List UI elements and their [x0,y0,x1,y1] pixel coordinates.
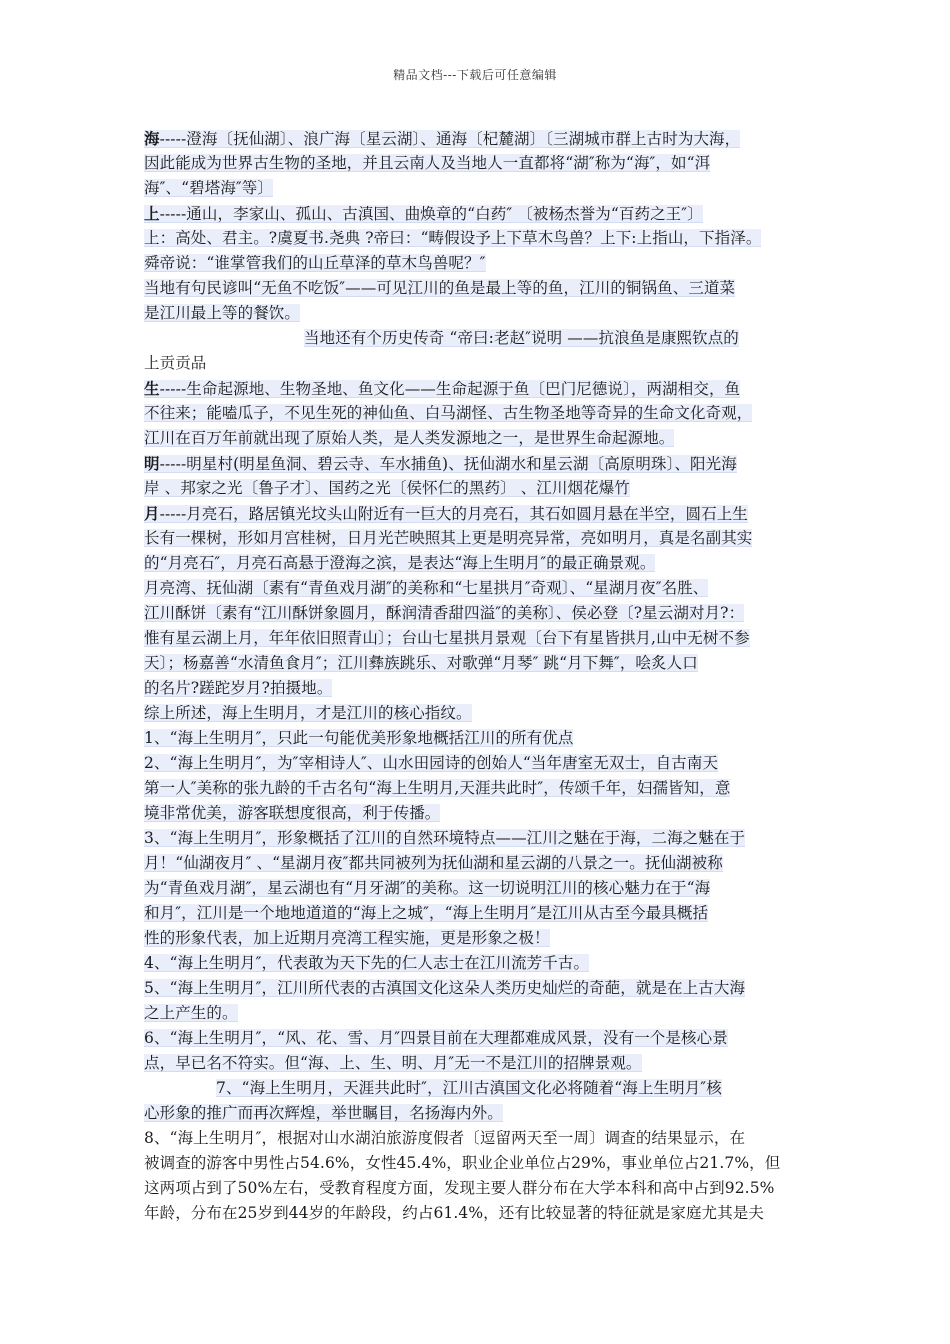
text-line-content [144,380,740,398]
text-line [144,926,816,951]
text-line-content [144,929,550,947]
text-line-content [144,554,655,572]
line-text: 因此能成为世界古生物的圣地，并且云南人及当地人一直都将“湖″称为“海″，如“洱 [144,154,711,172]
text-line [144,526,816,551]
text-line [144,551,816,576]
text-line [144,976,816,1001]
text-line [144,1201,816,1226]
line-text: 4、“海上生明月″，代表敢为天下先的仁人志士在江川流芳千古。 [144,954,590,972]
line-text: -----月亮石，路居镇光坟头山附近有一巨大的月亮石，其石如圆月悬在半空，圆石上生 [159,505,748,523]
text-line [144,1151,816,1176]
text-line-content [144,505,748,523]
line-text: 的“月亮石″，月亮石高悬于澄海之滨，是表达“海上生明月″的最正确景观。 [144,554,656,572]
text-line-content [144,205,703,223]
line-text: -----通山，李家山、孤山、古滇国、曲焕章的“白药″ 〔被杨杰誉为“百药之王″〕 [159,205,703,223]
line-text: 上：高处、君主。?虞夏书.尧典 ?帝曰：“畴假设予上下草木鸟兽？上下:上指山，下指泽。 [144,229,762,247]
text-line [144,151,816,176]
text-line-content [304,329,739,347]
text-line-content [144,1029,728,1047]
text-line-content [144,704,472,722]
text-line [144,351,816,376]
text-line-content [144,154,710,172]
text-line [144,801,816,826]
line-text: 3、“海上生明月″，形象概括了江川的自然环境特点——江川之魅在于海，二海之魅在于 [144,829,746,847]
text-line-content [144,1104,503,1122]
text-line [144,276,816,301]
text-line [144,1176,816,1201]
text-line-content [144,404,752,422]
text-line-content [144,754,718,772]
text-line [144,1001,816,1026]
section-head-char: 月 [144,504,160,523]
text-line [144,751,816,776]
line-text: 长有一棵树，形如月宫桂树，日月光芒映照其上更是明亮异常，亮如明月，真是名副其实 [144,529,753,547]
line-text: 境非常优美，游客联想度很高，利于传播。 [144,804,441,822]
line-text: 海″、“碧塔海″等〕 [144,179,274,197]
line-text: 综上所述，海上生明月，才是江川的核心指纹。 [144,704,472,722]
line-text: 6、“海上生明月″，“风、花、雪、月″四景目前在大理都难成风景，没有一个是核心景 [144,1029,728,1047]
text-line-content [144,354,206,372]
text-line-content [144,1054,642,1072]
text-line [144,701,816,726]
text-line [144,1101,816,1126]
text-line-content [144,954,589,972]
page-header: 精品文档---下载后可任意编辑 [393,68,557,82]
line-text: 8、“海上生明月″，根据对山水湖泊旅游度假者〔逗留两天至一周〕调查的结果显示，在 [144,1129,746,1147]
text-line-content [144,779,730,797]
line-text: 为“青鱼戏月湖″，星云湖也有“月牙湖″的美称。这一切说明江川的核心魅力在于“海 [144,879,711,897]
line-text: -----澄海〔抚仙湖〕、浪广海〔星云湖〕、通海〔杞麓湖〕〔三湖城市群上古时为大海， [159,130,741,148]
line-text: 点，早已名不符实。但“海、上、生、明、月″无一不是江川的招牌景观。 [144,1054,642,1072]
text-line [144,876,816,901]
text-line-content [144,455,737,473]
text-line-content [144,479,630,497]
text-line-content [216,1079,722,1097]
line-text: 不往来；能嗑瓜子，不见生死的神仙鱼、白马湖怪、古生物圣地等奇异的生命文化奇观， [144,404,753,422]
text-line [144,651,816,676]
text-line-content [144,729,573,747]
line-text: 2、“海上生明月″，为″宰相诗人″、山水田园诗的创始人“当年唐室无双士，自古南天 [144,754,719,772]
text-line [144,851,816,876]
text-line [144,476,816,501]
text-line-content [144,279,735,297]
line-text: 的名片?蹉跎岁月?拍摄地。 [144,679,333,697]
text-line-content [144,679,332,697]
text-line [144,951,816,976]
line-text: 年龄，分布在25岁到44岁的年龄段，约占61.4%，还有比较显著的特征就是家庭尤其是夫 [144,1204,764,1222]
text-line-content [144,1204,764,1222]
text-line [144,601,816,626]
line-text: 性的形象代表，加上近期月亮湾工程实施，更是形象之极！ [144,929,550,947]
line-text: 月！“仙湖夜月″ 、“星湖月夜″都共同被列为抚仙湖和星云湖的八景之一。抚仙湖被称 [144,854,723,872]
line-text: 当地还有个历史传奇 “帝曰:老赵″说明 ——抗浪鱼是康熙钦点的 [304,329,739,347]
text-line-content [144,854,723,872]
text-line-content [144,579,708,597]
text-line [144,726,816,751]
line-text: 5、“海上生明月″，江川所代表的古滇国文化这朵人类历史灿烂的奇葩，就是在上古大海 [144,979,746,997]
line-text: 7、“海上生明月，天涯共此时″，江川古滇国文化必将随着“海上生明月″核 [216,1079,722,1097]
line-text: 当地有句民谚叫“无鱼不吃饭″——可见江川的鱼是最上等的鱼，江川的铜锅鱼、三道菜 [144,279,736,297]
text-line-content [144,829,745,847]
line-text: 是江川最上等的餐饮。 [144,304,301,322]
text-line-content [144,229,761,247]
line-text: 岸 、邦家之光〔鲁子才〕、国药之光〔侯怀仁的黑药〕 、江川烟花爆竹 [144,479,630,497]
text-line [144,626,816,651]
line-text: 月亮湾、抚仙湖〔素有“青鱼戏月湖″的美称和“七星拱月″奇观〕、“星湖月夜″名胜、 [144,579,709,597]
section-head-char: 上 [144,204,160,223]
line-text: 江川酥饼〔素有“江川酥饼象圆月，酥润清香甜四溢″的美称〕、侯必登〔?星云湖对月?： [144,604,745,622]
line-text: 天〕；杨嘉善“水清鱼食月″；江川彝族跳乐、对歌弹“月琴″ 跳“月下舞″，哙炙人口 [144,654,698,672]
line-text: -----生命起源地、生物圣地、鱼文化——生命起源于鱼〔巴门尼德说〕，两湖相交，鱼 [159,380,741,398]
text-line-content [144,804,440,822]
text-line [144,676,816,701]
text-line [144,251,816,276]
text-line-content [144,429,674,447]
text-line [144,1026,816,1051]
text-line-content [144,1129,745,1147]
line-text: 上贡贡品 [144,354,207,372]
text-line [144,126,816,151]
line-text: 舜帝说：“谁掌管我们的山丘草泽的草木鸟兽呢？″ [144,254,486,272]
text-line [144,776,816,801]
text-line-content [144,629,750,647]
text-line [144,301,816,326]
text-line [144,826,816,851]
line-text: 和月″，江川是一个地地道道的“海上之城″，“海上生明月″是江川从古至今最具概括 [144,904,709,922]
text-line [144,376,816,401]
text-line-content [144,179,273,197]
text-line [144,1126,816,1151]
section-head-char: 生 [144,379,160,398]
line-text: 被调查的游客中男性占54.6%，女性45.4%，职业企业单位占29%，事业单位占21.7%，但 [144,1154,781,1172]
text-line-content [144,979,745,997]
text-line [144,1051,816,1076]
text-line [144,426,816,451]
line-text: 江川在百万年前就出现了原始人类，是人类发源地之一，是世界生命起源地。 [144,429,675,447]
section-head-char: 海 [144,129,160,148]
line-text: 之上产生的。 [144,1004,238,1022]
text-line [144,401,816,426]
text-line [144,226,816,251]
text-line [144,901,816,926]
text-line-content [144,1004,238,1022]
line-text: 惟有星云湖上月，年年依旧照青山〕；台山七星拱月景观〔台下有星皆拱月,山中无树不参 [144,629,750,647]
text-line-content [144,1179,775,1197]
document-body [144,126,816,1226]
line-text: 这两项占到了50%左右，受教育程度方面，发现主要人群分布在大学本科和高中占到92.5% [144,1179,775,1197]
text-line-content [144,604,744,622]
text-line-content [144,654,698,672]
text-line [144,1076,816,1101]
text-line-content [144,904,708,922]
text-line-content [144,879,710,897]
text-line-content [144,254,486,272]
text-line-content [144,529,752,547]
text-line [144,201,816,226]
line-text: -----明星村(明星鱼洞、碧云寺、车水捕鱼)、抚仙湖水和星云湖〔高原明珠〕、阳光海 [159,455,737,473]
text-line [144,176,816,201]
text-line-content [144,1154,780,1172]
text-line [144,501,816,526]
text-line-content [144,304,300,322]
text-line [144,576,816,601]
text-line-content [144,130,740,148]
line-text: 心形象的推广而再次辉煌，举世瞩目，名扬海内外。 [144,1104,503,1122]
section-head-char: 明 [144,454,160,473]
line-text: 1、“海上生明月″，只此一句能优美形象地概括江川的所有优点 [144,729,574,747]
text-line [144,451,816,476]
text-line [144,326,816,351]
line-text: 第一人″美称的张九龄的千古名句“海上生明月,天涯共此时″，传颂千年，妇孺皆知，意 [144,779,731,797]
